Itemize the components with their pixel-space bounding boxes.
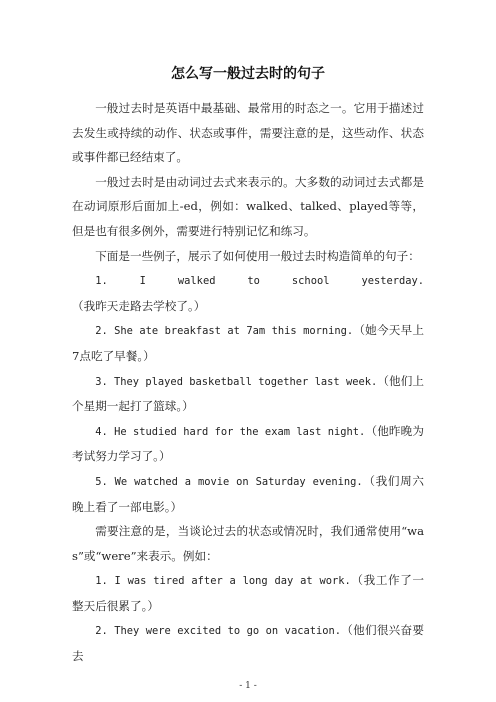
paragraph-was-were: 需要注意的是，当谈论过去的状态或情况时，我们通常使用“was”或“were”来表示。例如： — [72, 524, 424, 563]
example-sentence — [72, 618, 424, 668]
example-sentence — [72, 318, 424, 368]
example-translation: （他们上个星期一起打了篮球。） — [72, 373, 424, 414]
example-sentence — [72, 568, 424, 618]
example-english: 5. We watched a movie on Saturday evening. — [95, 475, 363, 488]
document-title: 怎么写一般过去时的句子 — [171, 66, 325, 82]
example-sentence — [72, 369, 424, 419]
example-english: 1. I was tired after a long day at work. — [95, 575, 351, 588]
paragraph-intro: 一般过去时是英语中最基础、最常用的时态之一。它用于描述过去发生或持续的动作、状态或事件，需要注意的是，这些动作、状态或事件都已经结束了。 — [72, 101, 424, 165]
paragraph-examples-intro: 下面是一些例子，展示了如何使用一般过去时构造简单的句子： — [95, 248, 420, 263]
page-number: - 1 - — [239, 681, 257, 691]
example-sentence — [72, 268, 424, 318]
document-body — [72, 96, 424, 669]
example-english: 2. They were excited to go on vacation. — [95, 625, 341, 638]
example-sentence — [72, 419, 424, 469]
example-translation: （我们周六晚上看了一部电影。） — [72, 473, 424, 514]
example-english: 3. They played basketball together last week. — [95, 375, 378, 388]
example-translation: （我工作了一整天后很累了。） — [72, 573, 424, 613]
example-translation: （他昨晚为考试努力学习了。） — [72, 423, 424, 464]
example-english: 2. She ate breakfast at 7am this morning. — [95, 325, 354, 338]
example-english: 4. He studied hard for the exam last night. — [95, 425, 366, 438]
example-translation: （我昨天走路去学校了。） — [72, 298, 206, 313]
paragraph-formation: 一般过去时是由动词过去式来表示的。大多数的动词过去式都是在动词原形后面加上-ed，例如：walked、talked、played等等，但是也有很多例外，需要进行特别记忆和练习。 — [72, 174, 424, 238]
example-sentence — [72, 469, 424, 519]
example-translation: （她今天早上7点吃了早餐。） — [72, 323, 424, 363]
example-english: 1. I walked to school yesterday. — [95, 275, 424, 288]
example-translation: （他们很兴奋要去 — [72, 623, 424, 664]
